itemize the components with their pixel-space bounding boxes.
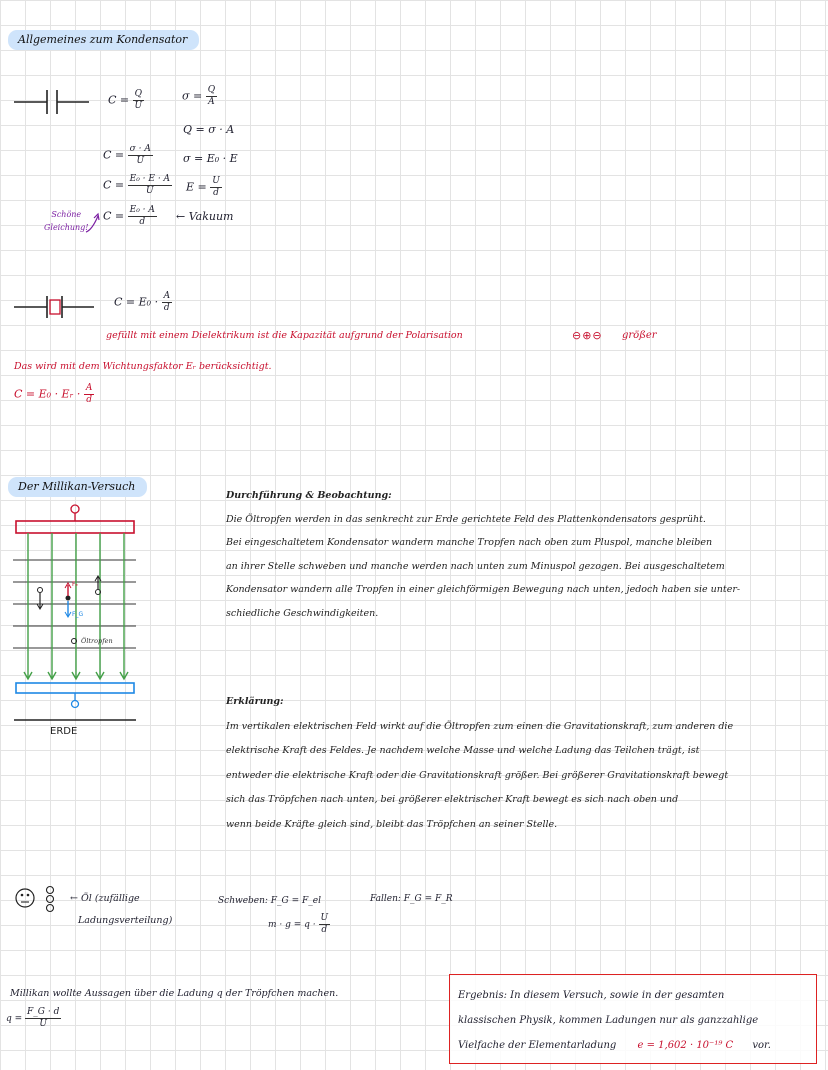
numerator: A [85,383,93,393]
groesser-label [622,330,657,341]
droplet-label: Öltropfen [81,637,113,645]
note-line: Gleichung! [44,223,89,232]
denominator: U [39,1019,47,1029]
bottom-terminal-icon [72,701,79,708]
oil-note [70,888,172,932]
numerator: σ · A [129,144,151,154]
body-line: an ihrer Stelle schweben und manche werden nach unten zum Minuspol gezogen. Bei ausgeschaltetem [226,560,725,572]
eq-capacity-dielectric [114,292,172,313]
durchfuehrung-heading: Durchführung & Beobachtung: [226,490,392,501]
body-line: schiedliche Geschwindigkeiten. [226,607,379,619]
dielectric-text [106,330,463,341]
schweben-condition [218,896,321,906]
eq-sigma-2 [183,152,238,165]
groesser-text: größer [622,330,657,341]
eq-label: C = [108,93,130,107]
numerator: F_G · d [27,1007,60,1017]
fraction [128,175,172,196]
section-title-text: Allgemeines zum Kondensator [18,33,188,46]
eq-label: C = E₀ · Eᵣ · [14,387,81,401]
schweben-text: Schweben: F_G = F_el [218,896,321,906]
result-line-suffix: vor. [752,1040,771,1051]
body-line: Die Öltropfen werden in das senkrecht zur Erde gerichtete Feld des Plattenkondensators gesprüht. [226,513,706,525]
denominator: A [208,97,215,107]
eq-label: q = [6,1014,23,1024]
body-line: wenn beide Kräfte gleich sind, bleibt das Tröpfchen an seiner Stelle. [226,818,558,830]
denominator: d [86,395,93,405]
millikan-statement [10,988,338,999]
eq-label: E = [186,180,207,194]
fraction [206,86,217,107]
body-line: Im vertikalen elektrischen Feld wirkt auf die Öltropfen zum einen die Gravitationskraft, zum anderen die [226,720,734,732]
section-title-text: Der Millikan-Versuch [18,480,136,493]
denominator: U [134,101,143,111]
erklaerung-heading: Erklärung: [226,696,284,707]
note-nice-equation [44,208,89,234]
eq-sigma [182,86,217,107]
body-line: sich das Tröpfchen nach unten, bei größerer elektrischer Kraft bewegt es sich nach oben und [226,794,679,805]
negative-plate [16,683,134,693]
oil-smiley-icon [14,884,68,916]
polarisation-glyphs: ⊖⊕⊖ [572,329,603,342]
eq-label: C = E₀ · [114,295,159,309]
vacuum-label: ← Vakuum [176,210,234,223]
force-fe-label: Fₑ [72,581,78,588]
denominator: U [136,156,145,166]
eq-capacity-3 [103,175,172,196]
numerator: U [212,176,220,186]
result-line-prefix: Vielfache der Elementarladung [458,1040,617,1051]
note-line: Schöne [51,210,82,219]
fraction [210,177,222,198]
result-line: Ergebnis: In diesem Versuch, sowie in der gesamten [458,990,725,1001]
durchfuehrung-block [226,484,824,625]
result-text [458,983,771,1058]
eq-label: C = [103,148,125,162]
fallen-condition [370,894,453,904]
numerator: U [320,913,329,923]
body-line: Bei eingeschaltetem Kondensator wandern manche Tropfen nach oben zum Pluspol, manche bleiben [226,537,713,548]
result-line [458,1033,771,1058]
vacuum-note [176,210,233,223]
fallen-text: Fallen: F_G = F_R [370,894,453,904]
numerator: E₀ · A [129,205,155,215]
numerator: E₀ · E · A [129,174,171,184]
millikan-apparatus-diagram [8,498,158,743]
result-line: klassischen Physik, kommen Ladungen nur als ganzzahlige [458,1015,759,1026]
numerator: Q [207,85,216,95]
eq-capacity-2 [103,145,153,166]
eq-capacity-vacuum [103,206,157,227]
top-terminal-icon [71,505,79,513]
fraction [128,145,153,166]
result-box [449,974,817,1064]
fraction [25,1008,61,1029]
capacitor-symbol-icon [14,88,94,116]
millikan-sentence: Millikan wollte Aussagen über die Ladung q der Tröpfchen machen. [10,988,339,999]
eq-text: Q = σ · A [183,123,235,136]
schweben-equation [268,914,330,935]
denominator: d [321,925,328,935]
fraction [84,384,95,405]
denominator: d [213,188,219,198]
oil-note-line: ← Öl (zufällige [70,893,140,904]
fraction [128,206,157,227]
polarisation-symbol [572,329,603,342]
q-equation [6,1008,61,1029]
eq-label: C = [103,178,125,192]
dielectric-sentence: gefüllt mit einem Dielektrikum ist die Kapazität aufgrund der Polarisation [106,330,463,341]
erklaerung-block [226,690,824,837]
numerator: Q [134,89,143,99]
eq-text: σ = E₀ · E [183,152,238,165]
body-line: entweder die elektrische Kraft oder die Gravitationskraft größer. Bei größerer Gravitationskraft bewegt [226,769,729,781]
fraction [133,90,144,111]
denominator: d [163,303,170,313]
eq-capacity [108,90,144,111]
fraction [319,914,331,935]
denominator: d [139,217,146,227]
denominator: U [146,186,154,196]
eq-final [14,384,94,405]
force-fg-label: F_G [72,611,84,618]
eq-label: m · g = q · [268,920,316,930]
earth-label: ERDE [50,726,78,737]
section-title-millikan [8,477,147,497]
eq-label: C = [103,209,125,223]
eq-label: σ = [182,89,203,103]
elementary-charge-value: e = 1,602 · 10⁻¹⁹ C [637,1040,734,1051]
factor-text [14,361,272,372]
oil-note-line: Ladungsverteilung) [78,915,173,926]
dielectric-capacitor-icon [14,293,98,321]
positive-plate [16,521,134,533]
fraction [162,292,173,313]
body-line: elektrische Kraft des Feldes. Je nachdem welche Masse und welche Ladung das Teilchen trägt, ist [226,745,700,756]
section-title-kondensator [8,30,199,50]
eq-field [186,177,222,198]
eq-q [183,123,234,136]
factor-sentence: Das wird mit dem Wichtungsfaktor Eᵣ berücksichtigt. [14,361,272,372]
body-line: Kondensator wandern alle Tropfen in einer gleichförmigen Bewegung nach unten, jedoch haben sie unter- [226,584,741,595]
numerator: A [163,291,171,301]
